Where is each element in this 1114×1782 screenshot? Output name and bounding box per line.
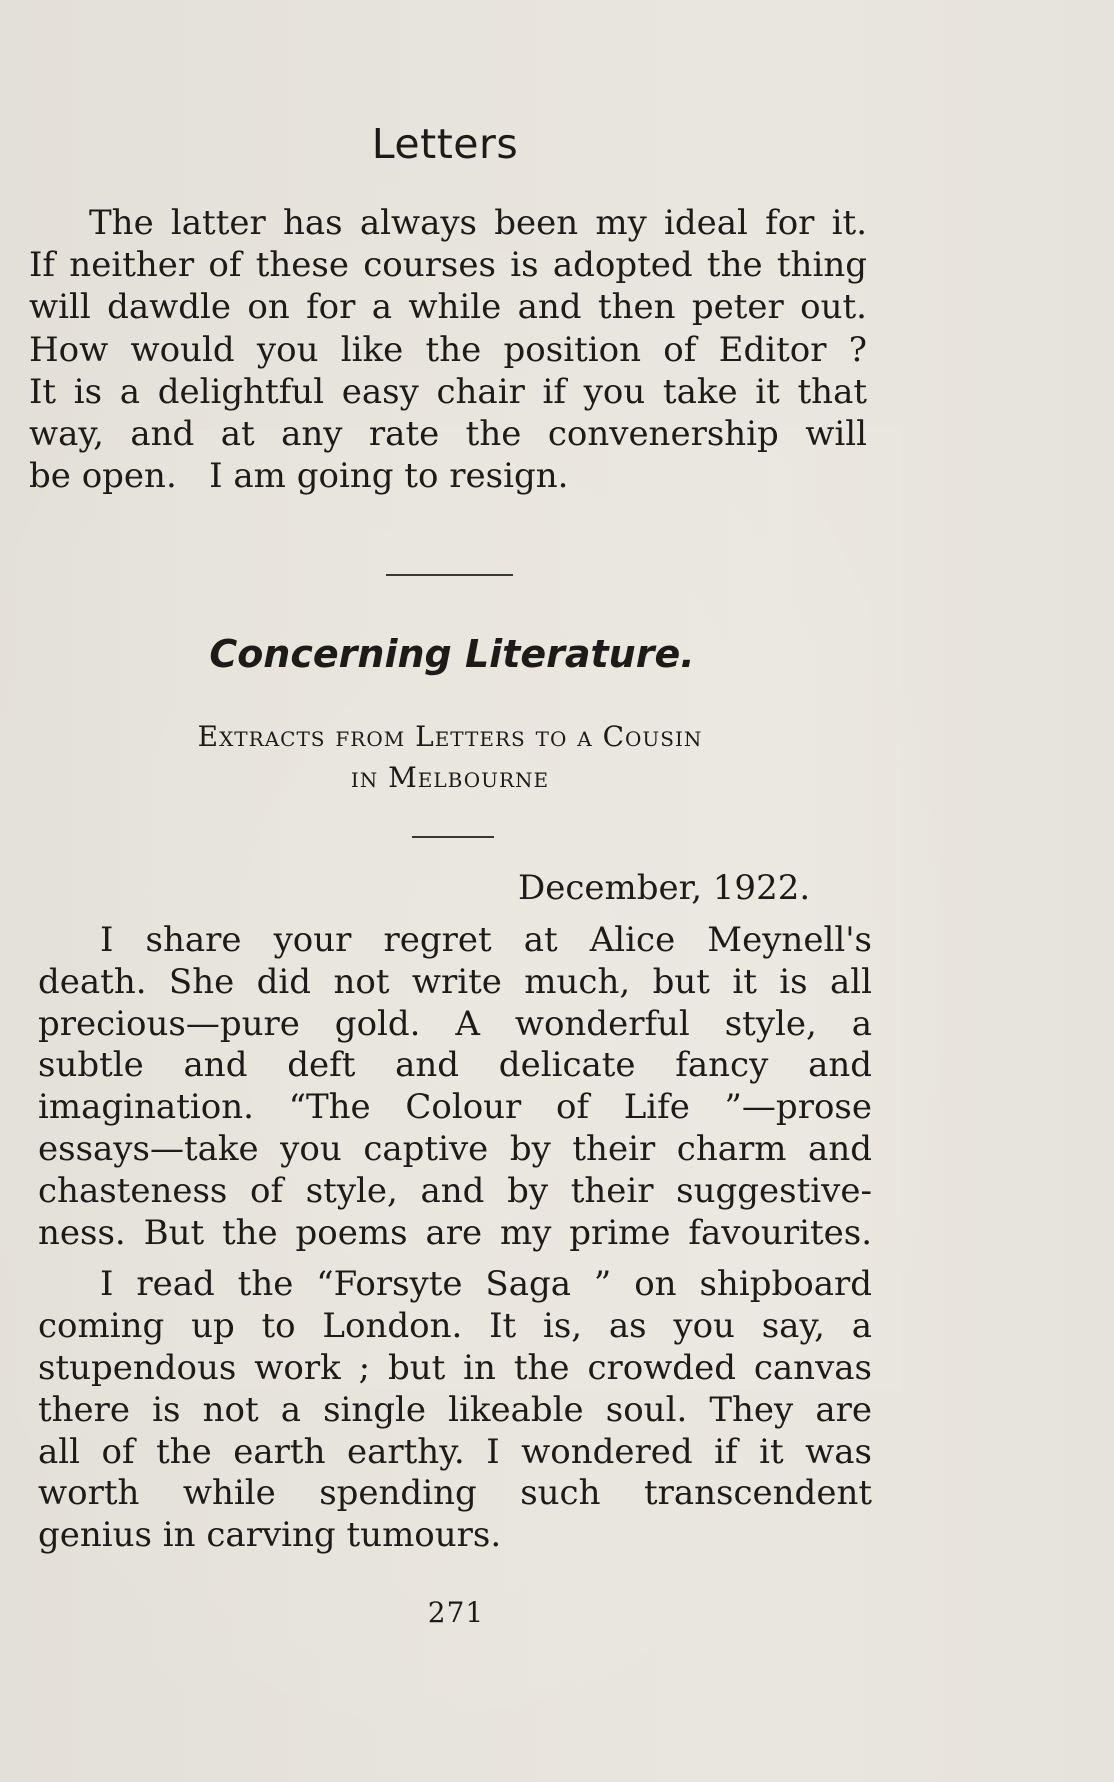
text-line: coming up to London. It is, as you say, a	[38, 1306, 872, 1347]
text-line: chasteness of style, and by their suggestive-	[38, 1170, 872, 1211]
text-line: death. She did not write much, but it is all	[38, 961, 872, 1002]
section-divider-rule	[386, 574, 513, 576]
section-title: Concerning Literature.	[209, 632, 695, 676]
text-line: I read the “Forsyte Saga ” on shipboard	[100, 1264, 872, 1305]
subtitle-line: in Melbourne	[350, 761, 550, 794]
text-line: If neither of these courses is adopted the thing	[29, 245, 867, 286]
text-line: genius in carving tumours.	[38, 1515, 502, 1556]
section-subtitle	[110, 716, 790, 798]
text-line: subtle and deft and delicate fancy and	[38, 1045, 872, 1086]
letter-body	[38, 920, 872, 1567]
body-paragraph	[38, 920, 872, 1254]
text-line: way, and at any rate the convenership will	[29, 414, 867, 455]
text-line: stupendous work ; but in the crowded canvas	[38, 1347, 872, 1388]
text-line: How would you like the position of Editor ?	[29, 329, 867, 370]
text-line: all of the earth earthy. I wondered if it was	[38, 1431, 872, 1472]
text-line: will dawdle on for a while and then peter out.	[29, 287, 867, 328]
text-line: be open. I am going to resign.	[29, 456, 569, 497]
text-line: It is a delightful easy chair if you take it that	[29, 371, 867, 412]
subtitle-line: Extracts from Letters to a Cousin	[197, 720, 703, 753]
body-paragraph	[38, 1264, 872, 1557]
subtitle-divider-rule	[412, 836, 494, 838]
text-line: there is not a single likeable soul. They are	[38, 1389, 872, 1430]
letter-dateline: December, 1922.	[518, 868, 811, 908]
text-line: ness. But the poems are my prime favourites.	[38, 1212, 872, 1253]
text-line: worth while spending such transcendent	[38, 1473, 872, 1514]
text-line: essays—take you captive by their charm and	[38, 1128, 872, 1169]
text-line: precious—pure gold. A wonderful style, a	[38, 1003, 872, 1044]
running-head: Letters	[371, 120, 519, 168]
text-line: The latter has always been my ideal for it.	[89, 203, 867, 243]
page-number: 271	[427, 1596, 485, 1629]
opening-paragraph	[29, 202, 867, 497]
text-line: I share your regret at Alice Meynell's	[100, 920, 872, 960]
text-line: imagination. “The Colour of Life ”—prose	[38, 1087, 872, 1128]
